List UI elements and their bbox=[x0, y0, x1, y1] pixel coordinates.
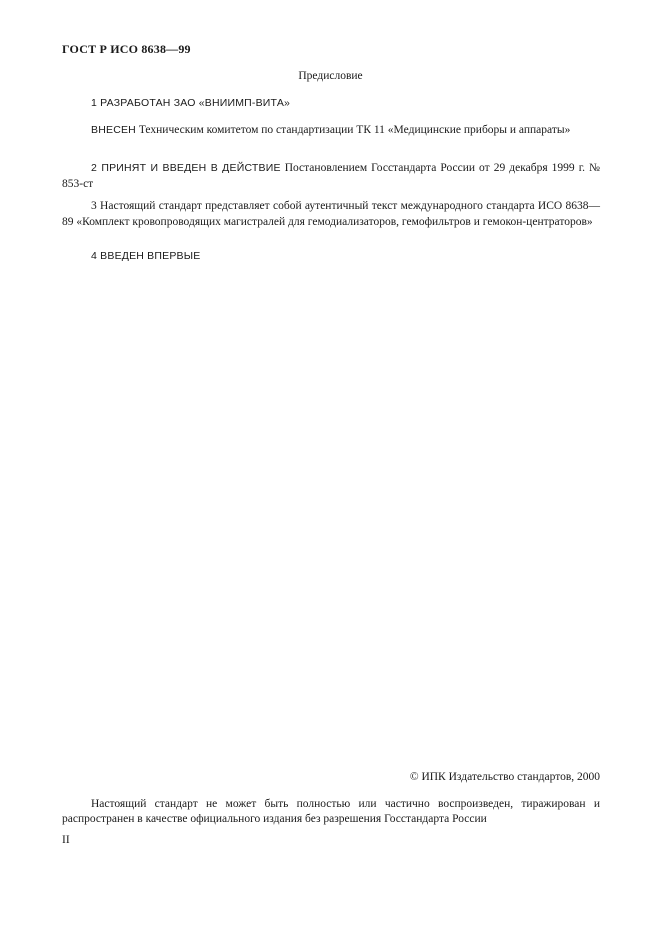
reproduction-notice: Настоящий стандарт не может быть полностью или частично воспроизведен, тиражирован и распространен в качестве официального издания без разрешения Госстандарта России bbox=[62, 798, 600, 825]
paragraph-developed-by-text: 1 РАЗРАБОТАН ЗАО «ВНИИМП-ВИТА» bbox=[91, 97, 291, 109]
paragraph-submitted-by-text: Техническим комитетом по стандартизации ТК 11 «Медицинские приборы и аппараты» bbox=[135, 124, 571, 136]
paragraph-adopted-lead: 2 ПРИНЯТ И ВВЕДЕН В ДЕЙСТВИЕ bbox=[91, 162, 281, 174]
paragraph-adopted bbox=[62, 160, 600, 192]
paragraph-developed-by bbox=[62, 95, 600, 111]
paragraph-authentic-text: 3 Настоящий стандарт представляет собой аутентичный текст международного стандарта ИСО 8638—89 «Комплект кровопроводящих магистралей для гемодиализаторов, гемофильтров и гемокон-центраторов» bbox=[62, 200, 600, 228]
document-code-header: ГОСТ Р ИСО 8638—99 bbox=[62, 42, 191, 56]
paragraph-submitted-by bbox=[62, 122, 600, 138]
section-title: Предисловие bbox=[298, 70, 363, 82]
paragraph-first-introduced-text: 4 ВВЕДЕН ВПЕРВЫЕ bbox=[91, 250, 201, 262]
paragraph-adopted-text: Постановлением Госстандарта России от 29 декабря 1999 г. № 853-ст bbox=[62, 162, 600, 190]
paragraph-submitted-by-lead: ВНЕСЕН bbox=[91, 124, 136, 136]
paragraph-first-introduced bbox=[62, 248, 600, 264]
page-number: II bbox=[62, 834, 70, 846]
copyright-line: © ИПК Издательство стандартов, 2000 bbox=[409, 771, 600, 783]
